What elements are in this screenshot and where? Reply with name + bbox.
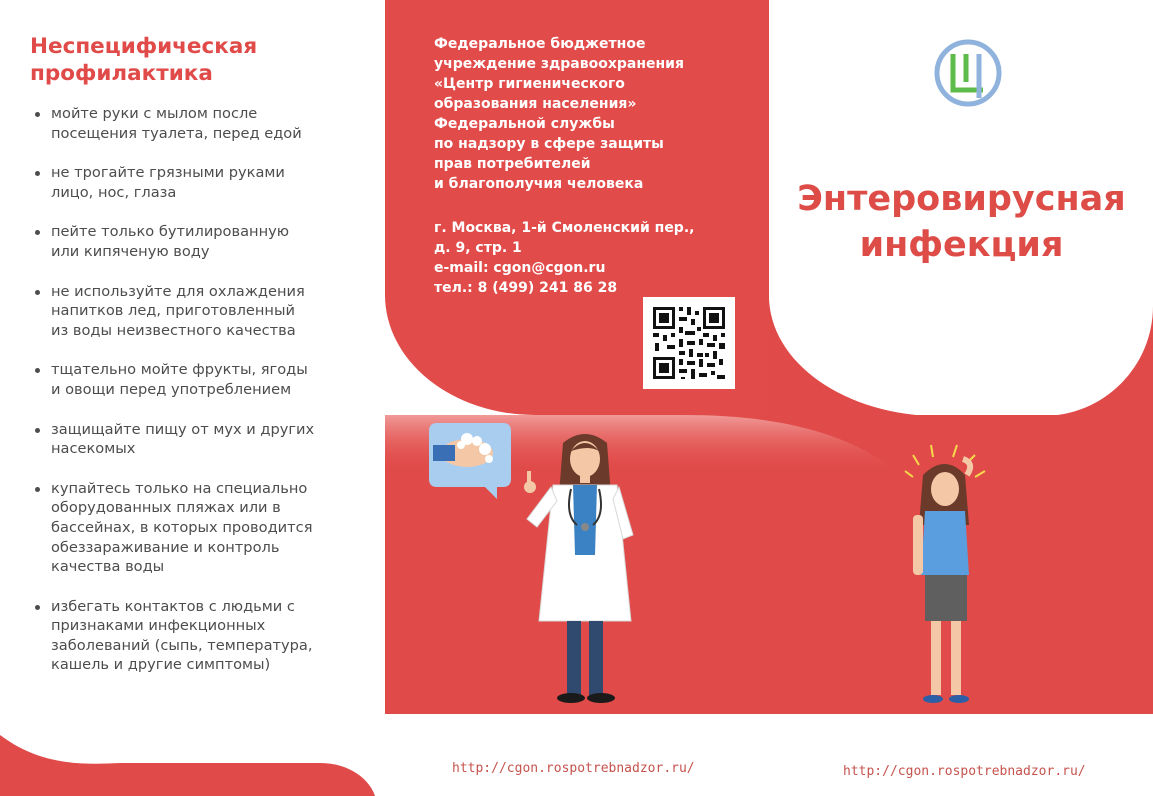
tip-item: купайтесь только на специально оборудованных пляжах или в бассейнах, в которых проводится обеззараживание и контроль качества воды xyxy=(33,479,353,577)
contact-details xyxy=(434,218,764,298)
prevention-tips-list xyxy=(33,104,353,695)
website-link[interactable]: http://cgon.rospotrebnadzor.ru/ xyxy=(452,761,695,776)
tip-item: защищайте пищу от мух и других насекомых xyxy=(33,420,353,459)
qr-code-icon[interactable] xyxy=(643,297,735,389)
main-title: Энтеровирусная инфекция xyxy=(797,179,1126,265)
tip-item: тщательно мойте фрукты, ягоды и овощи перед употреблением xyxy=(33,360,353,399)
illustration-panel xyxy=(385,415,1153,714)
tip-item: не трогайте грязными руками лицо, нос, глаза xyxy=(33,163,353,202)
email-line[interactable]: e-mail: cgon@cgon.ru xyxy=(434,260,606,276)
contact-panel xyxy=(385,0,769,415)
address-line: д. 9, стр. 1 xyxy=(434,240,522,256)
cgon-logo-icon xyxy=(933,38,1003,108)
tip-item: мойте руки с мылом после посещения туалета, перед едой xyxy=(33,104,353,143)
tip-item: избегать контактов с людьми с признаками инфекционных заболеваний (сыпь, температура, кашель и другие симптомы) xyxy=(33,597,353,675)
address-line: г. Москва, 1-й Смоленский пер., xyxy=(434,220,695,236)
tip-item: пейте только бутилированную или кипяченую воду xyxy=(33,222,353,261)
phone-line[interactable]: тел.: 8 (499) 241 86 28 xyxy=(434,280,618,296)
organization-name: Федеральное бюджетное учреждение здравоохранения «Центр гигиенического образования населения» Федеральной службы по надзору в сфере защиты прав потребителей и благополучия человека xyxy=(434,36,684,192)
website-link[interactable]: http://cgon.rospotrebnadzor.ru/ xyxy=(843,764,1086,779)
tip-item: не используйте для охлаждения напитков лед, приготовленный из воды неизвестного качества xyxy=(33,282,353,341)
section-title: Неспецифическая профилактика xyxy=(30,34,258,86)
decorative-wave xyxy=(0,735,385,796)
left-panel xyxy=(0,0,385,796)
